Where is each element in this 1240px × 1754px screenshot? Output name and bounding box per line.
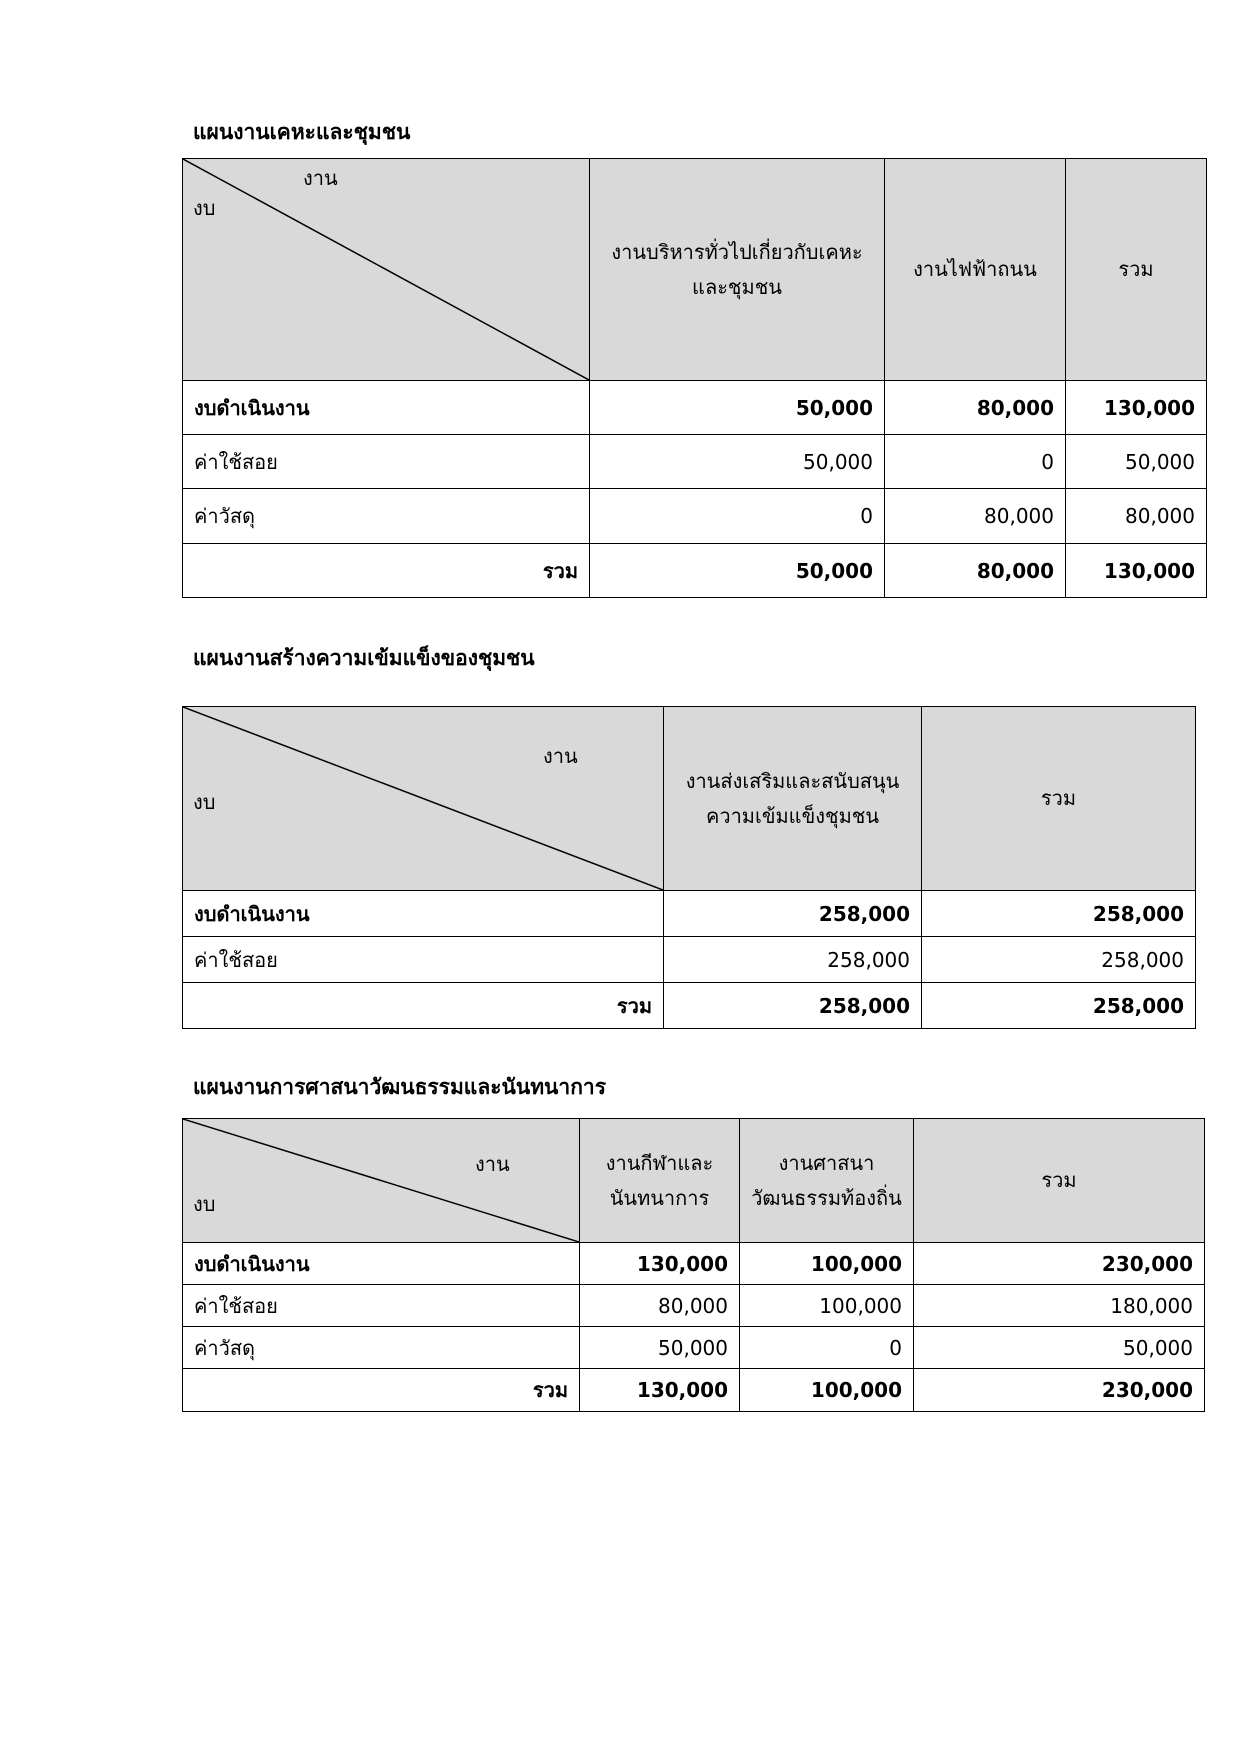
row-label: ค่าใช้สอย — [183, 1285, 580, 1327]
total-label: รวม — [183, 1369, 580, 1412]
budget-table — [182, 706, 1196, 1029]
cell-value: 50,000 — [580, 1327, 740, 1369]
cell-value: 130,000 — [580, 1243, 740, 1285]
cell-value: 0 — [590, 489, 885, 544]
cell-value: 130,000 — [1066, 544, 1207, 598]
table-row — [183, 435, 1207, 489]
cell-value: 100,000 — [740, 1285, 914, 1327]
section-title: แผนงานการศาสนาวัฒนธรรมและนันทนาการ — [193, 1075, 606, 1099]
corner-work-label: งาน — [543, 744, 578, 768]
column-header: งานไฟฟ้าถนน — [885, 159, 1066, 381]
table-row — [183, 891, 1196, 937]
cell-value: 80,000 — [580, 1285, 740, 1327]
table-header-row — [183, 159, 1207, 381]
cell-value: 258,000 — [922, 937, 1196, 983]
cell-value: 258,000 — [664, 983, 922, 1029]
cell-value: 180,000 — [914, 1285, 1205, 1327]
cell-value: 0 — [740, 1327, 914, 1369]
column-header: รวม — [1066, 159, 1207, 381]
row-label: ค่าใช้สอย — [183, 435, 590, 489]
corner-work-label: งาน — [475, 1152, 510, 1176]
row-label: งบดำเนินงาน — [183, 1243, 580, 1285]
corner-budget-label: งบ — [193, 196, 216, 220]
row-label: ค่าใช้สอย — [183, 937, 664, 983]
cell-value: 258,000 — [922, 983, 1196, 1029]
column-header: รวม — [922, 707, 1196, 891]
row-label: งบดำเนินงาน — [183, 381, 590, 435]
column-header: งานศาสนาวัฒนธรรมท้องถิ่น — [740, 1119, 914, 1243]
corner-header-cell — [183, 1119, 580, 1243]
row-label: ค่าวัสดุ — [183, 1327, 580, 1369]
cell-value: 50,000 — [914, 1327, 1205, 1369]
total-label: รวม — [183, 983, 664, 1029]
table-row — [183, 381, 1207, 435]
cell-value: 130,000 — [1066, 381, 1207, 435]
diagonal-line — [183, 159, 589, 380]
column-header: งานกีฬาและนันทนาการ — [580, 1119, 740, 1243]
cell-value: 100,000 — [740, 1369, 914, 1412]
cell-value: 50,000 — [590, 435, 885, 489]
cell-value: 80,000 — [885, 544, 1066, 598]
corner-budget-label: งบ — [193, 1192, 216, 1216]
corner-header-cell — [183, 707, 664, 891]
cell-value: 80,000 — [885, 489, 1066, 544]
total-label: รวม — [183, 544, 590, 598]
cell-value: 100,000 — [740, 1243, 914, 1285]
total-row — [183, 544, 1207, 598]
cell-value: 50,000 — [590, 381, 885, 435]
corner-work-label: งาน — [303, 166, 338, 190]
cell-value: 258,000 — [664, 937, 922, 983]
table-header-row — [183, 707, 1196, 891]
cell-value: 258,000 — [664, 891, 922, 937]
table-row — [183, 1285, 1205, 1327]
cell-value: 80,000 — [885, 381, 1066, 435]
table-header-row — [183, 1119, 1205, 1243]
cell-value: 230,000 — [914, 1369, 1205, 1412]
cell-value: 0 — [885, 435, 1066, 489]
budget-table — [182, 158, 1207, 598]
cell-value: 50,000 — [1066, 435, 1207, 489]
table-row — [183, 937, 1196, 983]
budget-table — [182, 1118, 1205, 1412]
section-title: แผนงานสร้างความเข้มแข็งของชุมชน — [193, 646, 535, 670]
column-header: งานบริหารทั่วไปเกี่ยวกับเคหะและชุมชน — [590, 159, 885, 381]
table-row — [183, 1327, 1205, 1369]
cell-value: 50,000 — [590, 544, 885, 598]
row-label: งบดำเนินงาน — [183, 891, 664, 937]
column-header: งานส่งเสริมและสนับสนุนความเข้มแข็งชุมชน — [664, 707, 922, 891]
diagonal-line — [183, 1119, 579, 1242]
table-row — [183, 1243, 1205, 1285]
cell-value: 258,000 — [922, 891, 1196, 937]
cell-value: 230,000 — [914, 1243, 1205, 1285]
corner-header-cell — [183, 159, 590, 381]
diagonal-line — [183, 707, 663, 890]
table-row — [183, 489, 1207, 544]
total-row — [183, 1369, 1205, 1412]
total-row — [183, 983, 1196, 1029]
section-title: แผนงานเคหะและชุมชน — [193, 120, 411, 144]
cell-value: 130,000 — [580, 1369, 740, 1412]
cell-value: 80,000 — [1066, 489, 1207, 544]
row-label: ค่าวัสดุ — [183, 489, 590, 544]
corner-budget-label: งบ — [193, 790, 216, 814]
column-header: รวม — [914, 1119, 1205, 1243]
